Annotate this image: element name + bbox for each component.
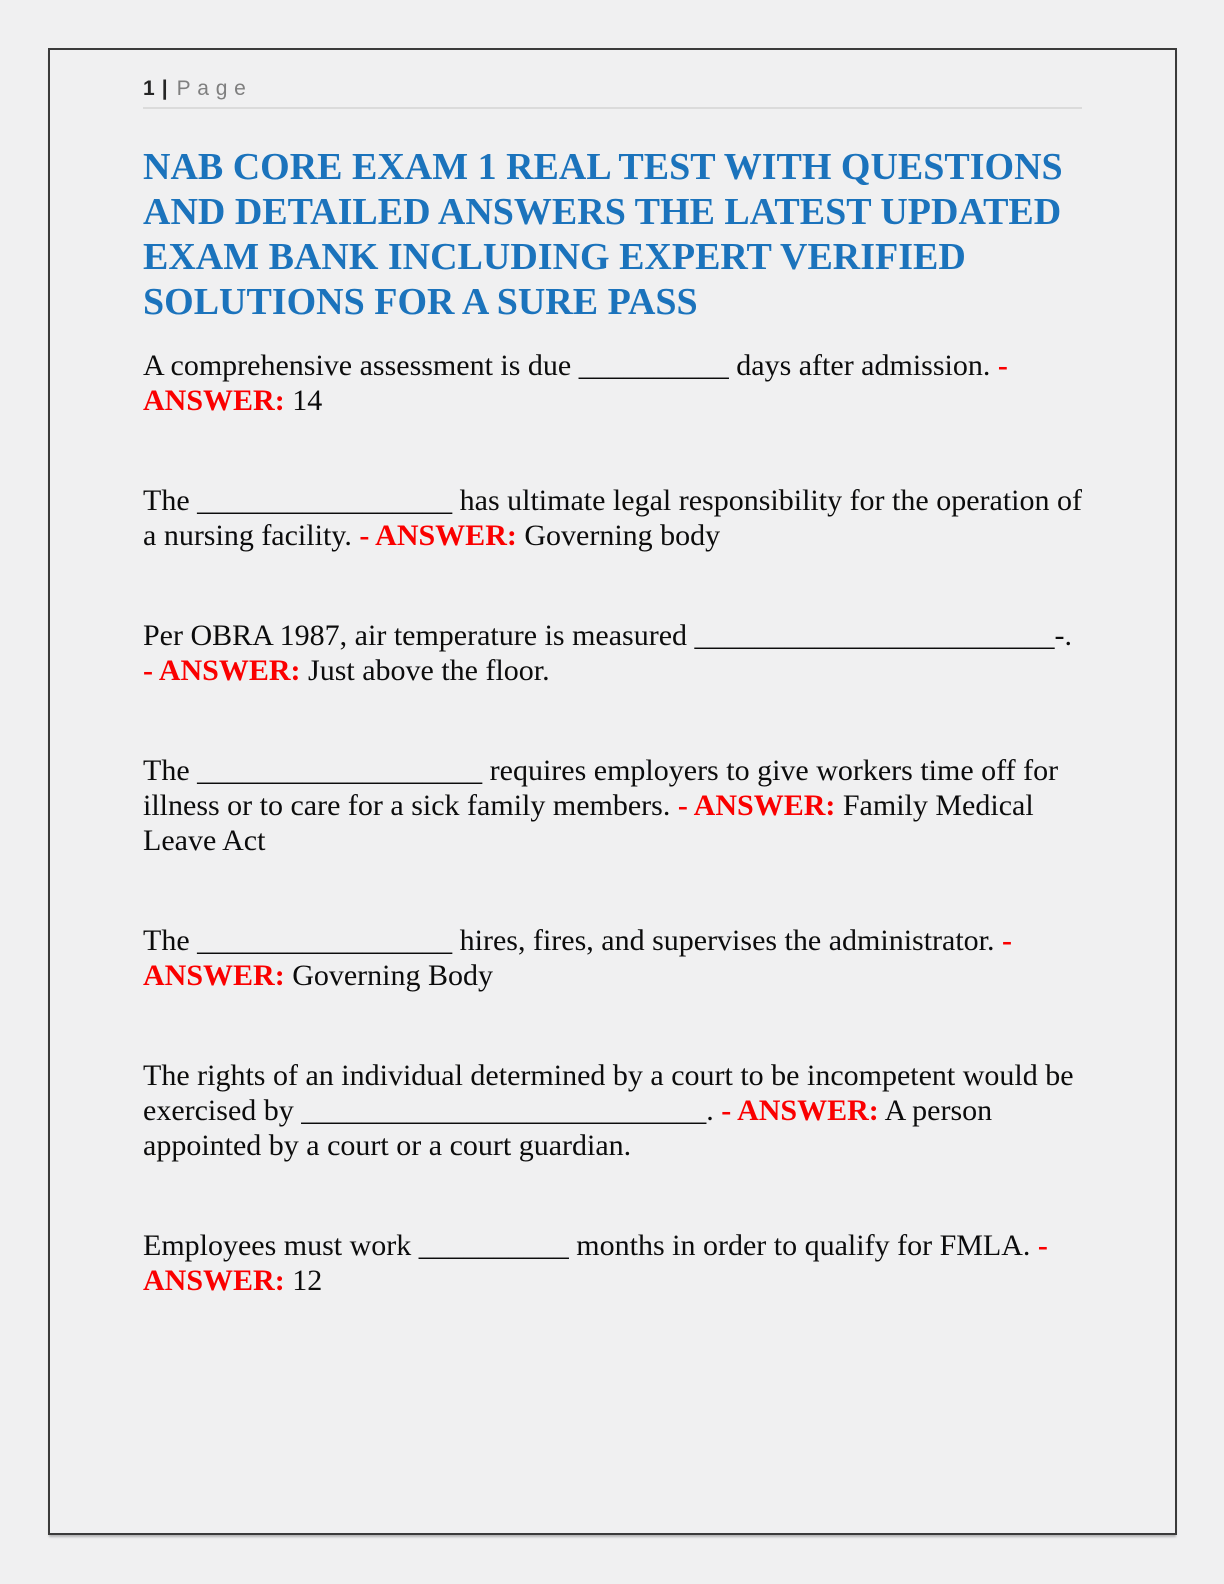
qa-item-5 (143, 923, 1082, 993)
answer-text: Family Medical Leave Act (143, 789, 1034, 857)
document-page (48, 48, 1177, 1535)
answer-text: Just above the floor. (308, 654, 550, 687)
document-title: NAB CORE EXAM 1 REAL TEST WITH QUESTIONS AND DETAILED ANSWERS THE LATEST UPDATED EXAM BANK INCLUDING EXPERT VERIFIED SOLUTIONS FOR A SURE PASS (143, 146, 1063, 323)
question-text: The rights of an individual determined by a court to be incompetent would be exercised by ___________________________. (143, 1059, 1074, 1127)
qa-item-3 (143, 618, 1082, 688)
qa-item-7 (143, 1228, 1082, 1298)
page-content (50, 50, 1175, 1298)
qa-item-6 (143, 1058, 1082, 1163)
answer-marker: - ANSWER: (721, 1094, 879, 1127)
answer-text: 14 (292, 384, 323, 417)
qa-item-1 (143, 348, 1082, 418)
qa-item-2 (143, 483, 1082, 553)
question-text: The ___________________ requires employers to give workers time off for illness or to care for a sick family members. (143, 754, 1059, 822)
question-text: The _________________ has ultimate legal responsibility for the operation of a nursing facility. (143, 484, 1082, 552)
answer-text: 12 (292, 1264, 323, 1297)
header-page-label: Page (176, 77, 253, 100)
answer-marker: - ANSWER: (143, 349, 1008, 417)
page-header (143, 77, 1082, 109)
question-text: The _________________ hires, fires, and supervises the administrator. (143, 924, 995, 957)
question-text: Per OBRA 1987, air temperature is measured ________________________-. (143, 619, 1073, 652)
answer-text: Governing Body (292, 959, 494, 992)
answer-marker: - ANSWER: (359, 519, 517, 552)
question-text: A comprehensive assessment is due __________ days after admission. (143, 349, 991, 382)
header-page-number: 1 (143, 77, 155, 100)
question-text: Employees must work __________ months in order to qualify for FMLA. (143, 1229, 1031, 1262)
qa-item-4 (143, 753, 1082, 858)
answer-marker: - ANSWER: (143, 1229, 1048, 1297)
answer-text: Governing body (524, 519, 721, 552)
answer-text: A person appointed by a court or a court guardian. (143, 1094, 993, 1162)
answer-marker: - ANSWER: (143, 654, 301, 687)
answer-marker: - ANSWER: (143, 924, 1013, 992)
header-separator: | (161, 77, 168, 100)
answer-marker: - ANSWER: (677, 789, 836, 822)
